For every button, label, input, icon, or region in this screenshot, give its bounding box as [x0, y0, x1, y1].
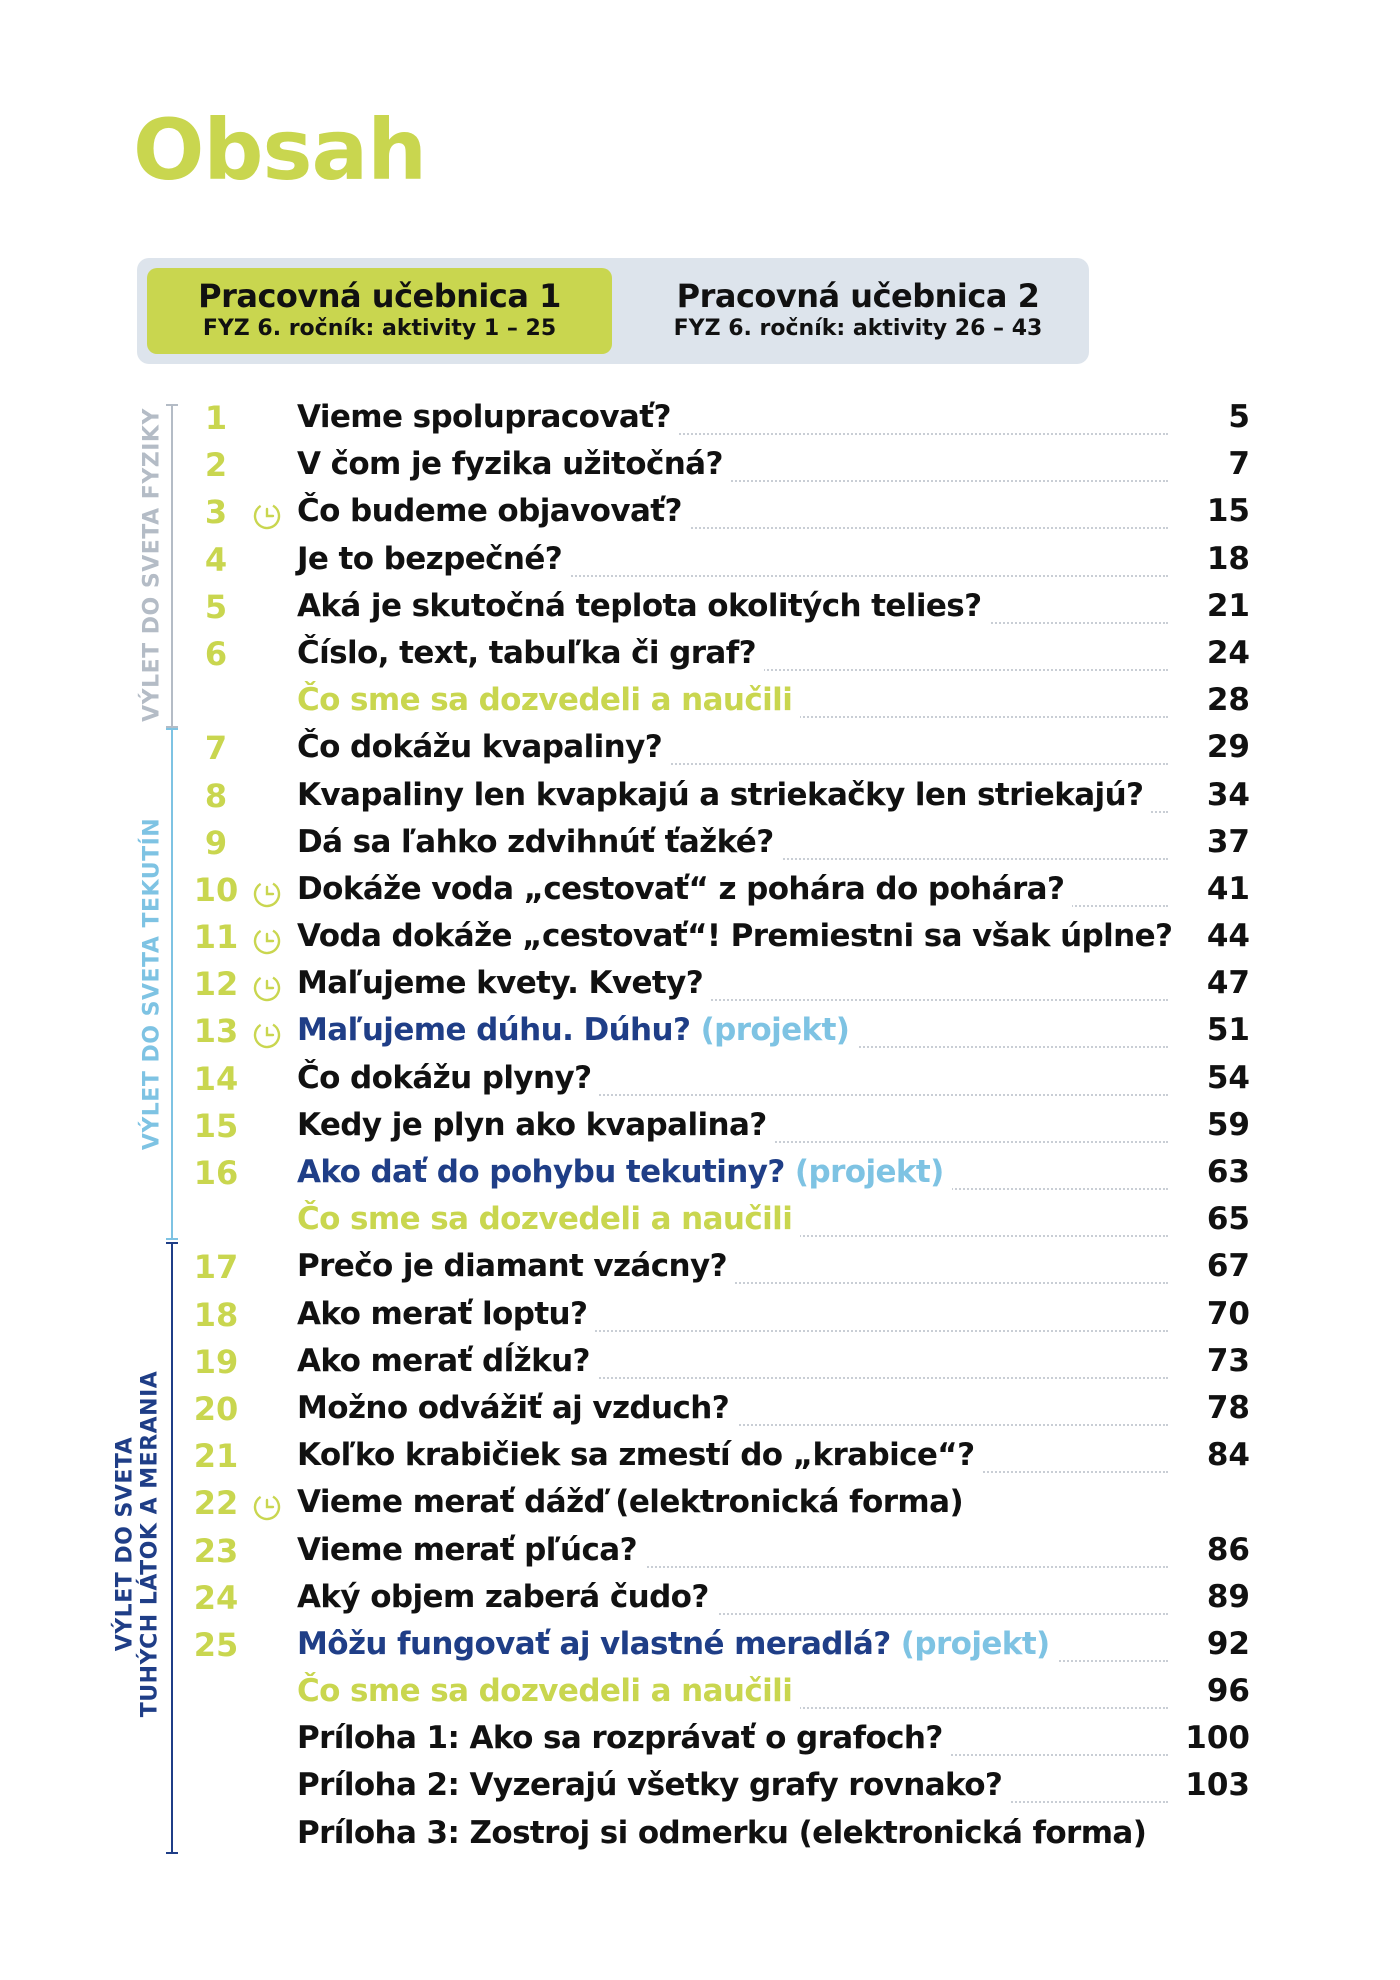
- toc-entry[interactable]: [0, 1101, 1400, 1148]
- activity-number: 18: [193, 1295, 239, 1334]
- entry-title: [297, 1437, 982, 1473]
- toc-entry[interactable]: [0, 1290, 1400, 1337]
- entry-title: [297, 1201, 800, 1237]
- toc-entry[interactable]: [0, 1667, 1400, 1714]
- entry-title: [297, 1390, 737, 1426]
- tab-workbook-2[interactable]: [627, 258, 1089, 364]
- entry-title: [297, 1767, 1010, 1803]
- activity-number: 8: [204, 776, 228, 815]
- page-number: 7: [1220, 446, 1250, 482]
- page-number: 96: [1199, 1673, 1250, 1709]
- clock-icon: [253, 1493, 281, 1521]
- activity-number: 17: [193, 1248, 239, 1287]
- entry-title-text: Prečo je diamant vzácny?: [297, 1248, 727, 1285]
- toc-entry[interactable]: [0, 1337, 1400, 1384]
- toc-entry[interactable]: [0, 629, 1400, 676]
- activity-number: 10: [193, 870, 239, 909]
- section-label-fyzika: VÝLET DO SVETA FYZIKY: [139, 408, 165, 722]
- activity-number: 6: [204, 634, 228, 673]
- tab-workbook-2-subtitle: FYZ 6. ročník: aktivity 26 – 43: [673, 316, 1043, 342]
- activity-number: 24: [193, 1578, 239, 1617]
- page-number: 47: [1199, 965, 1250, 1001]
- page-number: 28: [1199, 682, 1250, 718]
- page-number: 18: [1199, 541, 1250, 577]
- entry-title-text: Vieme merať dážď (elektronická forma): [297, 1484, 964, 1521]
- toc-entry[interactable]: [0, 1478, 1400, 1525]
- entry-title-text: Kvapaliny len kvapkajú a striekačky len striekajú?: [297, 776, 1144, 813]
- toc-entry[interactable]: [0, 487, 1400, 534]
- entry-title: [297, 965, 711, 1001]
- workbook-tabs: [137, 258, 1089, 364]
- entry-title: [297, 635, 764, 671]
- toc-entry[interactable]: [0, 1148, 1400, 1195]
- entry-title-text: Kedy je plyn ako kvapalina?: [297, 1106, 767, 1143]
- page-number: 100: [1177, 1720, 1250, 1756]
- toc-entry[interactable]: [0, 1714, 1400, 1761]
- activity-number: 23: [193, 1531, 239, 1570]
- entry-title: [297, 729, 670, 765]
- entry-title: [297, 1060, 599, 1096]
- entry-title: [297, 1532, 645, 1568]
- entry-title: [297, 918, 1180, 954]
- entry-title: [297, 1720, 951, 1756]
- entry-title-text: Dokáže voda „cestovať“ z pohára do pohára?: [297, 870, 1065, 907]
- entry-title: [297, 446, 731, 482]
- activity-number: 7: [204, 729, 228, 768]
- page-number: 78: [1199, 1390, 1250, 1426]
- entry-title-text: Príloha 3: Zostroj si odmerku (elektronická forma): [297, 1814, 1147, 1851]
- toc-entry[interactable]: [0, 1242, 1400, 1289]
- entry-title: [297, 1248, 735, 1284]
- page-number: 73: [1199, 1343, 1250, 1379]
- clock-icon: [253, 502, 281, 530]
- activity-number: 21: [193, 1437, 239, 1476]
- entry-title: [297, 541, 570, 577]
- table-of-contents: [0, 393, 1400, 1856]
- page-number: 92: [1199, 1626, 1250, 1662]
- toc-entry[interactable]: [0, 1573, 1400, 1620]
- entry-title: [297, 1673, 800, 1709]
- entry-title-text: Aký objem zaberá čudo?: [297, 1578, 709, 1615]
- entry-title-text: Čo sme sa dozvedeli a naučili: [297, 682, 793, 719]
- toc-entry[interactable]: [0, 912, 1400, 959]
- entry-title: [297, 824, 782, 860]
- page-number: 34: [1199, 777, 1250, 813]
- page-number: 51: [1199, 1012, 1250, 1048]
- page-title: Obsah: [133, 101, 427, 199]
- activity-number: 3: [204, 493, 228, 532]
- toc-entry[interactable]: [0, 1761, 1400, 1808]
- activity-number: 5: [204, 587, 228, 626]
- entry-title: [297, 493, 690, 529]
- page-number: 84: [1199, 1437, 1250, 1473]
- toc-entry[interactable]: [0, 771, 1400, 818]
- page-number: 54: [1199, 1060, 1250, 1096]
- entry-title-text: Voda dokáže „cestovať“! Premiestni sa však úplne?: [297, 918, 1173, 955]
- tab-workbook-1-subtitle: FYZ 6. ročník: aktivity 1 – 25: [202, 316, 557, 342]
- entry-title-text: Číslo, text, tabuľka či graf?: [297, 634, 756, 671]
- toc-entry[interactable]: [0, 535, 1400, 582]
- page-number: 86: [1199, 1532, 1250, 1568]
- entry-title: [297, 1296, 595, 1332]
- entry-title-text: Vieme merať pľúca?: [297, 1531, 637, 1568]
- section-label-line-1: VÝLET DO SVETA: [112, 1436, 138, 1652]
- toc-entry[interactable]: [0, 676, 1400, 723]
- toc-entry[interactable]: [0, 865, 1400, 912]
- entry-title: [297, 1815, 1154, 1851]
- activity-number: 19: [193, 1342, 239, 1381]
- toc-entry[interactable]: [0, 582, 1400, 629]
- toc-entry[interactable]: [0, 723, 1400, 770]
- activity-number: 22: [193, 1484, 239, 1523]
- toc-entry[interactable]: [0, 818, 1400, 865]
- page-number: 37: [1199, 824, 1250, 860]
- activity-number: 14: [193, 1059, 239, 1098]
- entry-title: [297, 1154, 952, 1190]
- page-number: 65: [1199, 1201, 1250, 1237]
- entry-title-text: Čo dokážu plyny?: [297, 1059, 592, 1096]
- page-number: 41: [1199, 871, 1250, 907]
- entry-title-text: Maľujeme dúhu. Dúhu?: [297, 1012, 691, 1049]
- entry-title: [297, 682, 800, 718]
- toc-entry[interactable]: [0, 440, 1400, 487]
- toc-entry[interactable]: [0, 393, 1400, 440]
- toc-entry[interactable]: [0, 1809, 1400, 1856]
- entry-title-text: Čo budeme objavovať?: [297, 493, 682, 530]
- entry-title-text: Čo sme sa dozvedeli a naučili: [297, 1673, 793, 1710]
- entry-title: [297, 1579, 717, 1615]
- toc-entry[interactable]: [0, 1006, 1400, 1053]
- activity-number: 9: [204, 823, 228, 862]
- entry-title-text: Aká je skutočná teplota okolitých telies?: [297, 587, 982, 624]
- entry-title-text: Príloha 1: Ako sa rozprávať o grafoch?: [297, 1720, 943, 1757]
- toc-entry[interactable]: [0, 1431, 1400, 1478]
- page-number: 15: [1199, 493, 1250, 529]
- page-number: 44: [1199, 918, 1250, 954]
- activity-number: 15: [193, 1106, 239, 1145]
- entry-title-text: Čo sme sa dozvedeli a naučili: [297, 1201, 793, 1238]
- page-number: 24: [1199, 635, 1250, 671]
- page-number: 21: [1199, 588, 1250, 624]
- entry-title-text: Je to bezpečné?: [297, 540, 563, 577]
- section-label-line-2: TUHÝCH LÁTOK A MERANIA: [138, 1370, 163, 1718]
- entry-title-text: Môžu fungovať aj vlastné meradlá?: [297, 1625, 891, 1662]
- activity-number: 1: [204, 399, 228, 437]
- entry-title-text: V čom je fyzika užitočná?: [297, 446, 723, 483]
- activity-number: 13: [193, 1012, 239, 1051]
- activity-number: 11: [193, 918, 239, 957]
- toc-entry[interactable]: [0, 1195, 1400, 1242]
- page-number: 67: [1199, 1248, 1250, 1284]
- tab-workbook-1[interactable]: [147, 268, 612, 354]
- entry-title-text: Ako merať dĺžku?: [297, 1342, 590, 1379]
- entry-title: [297, 871, 1072, 907]
- clock-icon: [253, 880, 281, 908]
- project-tag: (projekt): [690, 1012, 850, 1049]
- toc-entry[interactable]: [0, 1384, 1400, 1431]
- page-number: 89: [1199, 1579, 1250, 1615]
- entry-title: [297, 777, 1151, 813]
- entry-title-text: Možno odvážiť aj vzduch?: [297, 1389, 730, 1426]
- activity-number: 12: [193, 965, 239, 1004]
- entry-title-text: Maľujeme kvety. Kvety?: [297, 965, 704, 1002]
- activity-number: 16: [193, 1154, 239, 1192]
- toc-entry[interactable]: [0, 1054, 1400, 1101]
- tab-workbook-2-title: Pracovná učebnica 2: [676, 277, 1040, 316]
- entry-title-text: Vieme spolupracovať?: [297, 399, 671, 435]
- entry-title-text: Ako dať do pohybu tekutiny?: [297, 1154, 785, 1190]
- activity-number: 2: [204, 446, 228, 485]
- entry-title-text: Ako merať loptu?: [297, 1295, 588, 1332]
- entry-title: [297, 588, 990, 624]
- entry-title-text: Dá sa ľahko zdvihnúť ťažké?: [297, 823, 774, 860]
- clock-icon: [253, 1021, 281, 1049]
- entry-title: [297, 1107, 775, 1143]
- project-tag: (projekt): [784, 1154, 944, 1190]
- entry-title: [297, 1626, 1058, 1662]
- toc-entry[interactable]: [0, 959, 1400, 1006]
- section-label-tekutiny: VÝLET DO SVETA TEKUTÍN: [139, 817, 165, 1151]
- toc-entry[interactable]: [0, 1526, 1400, 1573]
- page-number: 63: [1199, 1154, 1250, 1190]
- entry-title: [297, 1343, 598, 1379]
- entry-title-text: Príloha 2: Vyzerajú všetky grafy rovnako?: [297, 1767, 1003, 1804]
- entry-title: [297, 1484, 971, 1520]
- page-number: 59: [1199, 1107, 1250, 1143]
- activity-number: 25: [193, 1625, 239, 1664]
- activity-number: 4: [204, 540, 228, 579]
- project-tag: (projekt): [890, 1625, 1050, 1662]
- clock-icon: [253, 974, 281, 1002]
- tab-workbook-1-title: Pracovná učebnica 1: [198, 277, 561, 316]
- clock-icon: [253, 927, 281, 955]
- activity-number: 20: [193, 1389, 239, 1428]
- page-number: 5: [1220, 399, 1250, 435]
- entry-title: [297, 399, 679, 435]
- page-number: 70: [1199, 1296, 1250, 1332]
- page-number: 103: [1177, 1767, 1250, 1803]
- entry-title-text: Čo dokážu kvapaliny?: [297, 729, 663, 766]
- entry-title-text: Koľko krabičiek sa zmestí do „krabice“?: [297, 1437, 975, 1474]
- toc-entry[interactable]: [0, 1620, 1400, 1667]
- entry-title: [297, 1012, 857, 1048]
- page-number: 29: [1199, 729, 1250, 765]
